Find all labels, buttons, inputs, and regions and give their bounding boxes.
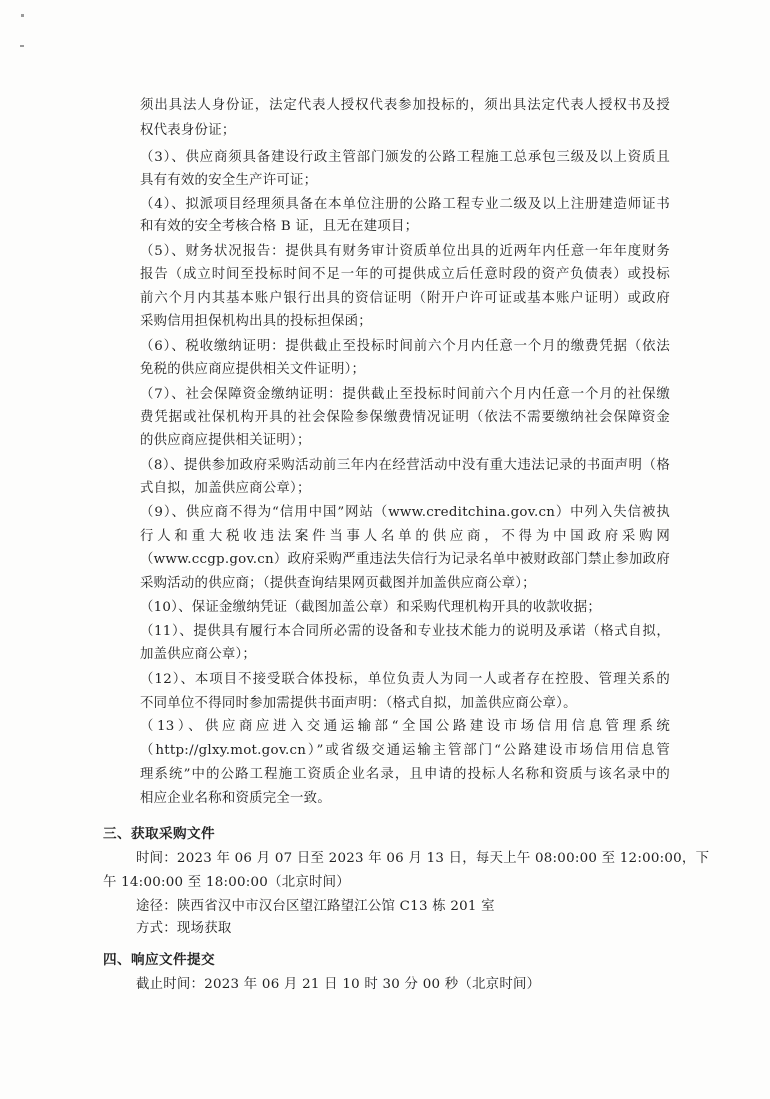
section-heading-4: 四、响应文件提交 [103, 952, 215, 968]
body-line: （5）、财务状况报告：提供具有财务审计资质单位出具的近两年内任意一年年度财务 [140, 244, 670, 259]
body-line: （8）、提供参加政府采购活动前三年内在经营活动中没有重大违法记录的书面声明（格 [140, 458, 670, 473]
acquire-time-line: 午 14:00:00 至 18:00:00（北京时间） [103, 875, 350, 890]
body-line: 须出具法人身份证，法定代表人授权代表参加投标的，须出具法定代表人授权书及授 [140, 98, 670, 113]
body-line: 报告（成立时间至投标时间不足一年的可提供成立后任意时段的资产负债表）或投标 [140, 267, 670, 282]
section-heading-3: 三、获取采购文件 [103, 826, 215, 842]
body-line: 和有效的安全考核合格 B 证，且无在建项目； [140, 219, 419, 234]
body-line: （11）、提供具有履行本合同所必需的设备和专业技术能力的说明及承诺（格式自拟， [140, 624, 670, 639]
body-line: 采购信用担保机构出具的投标担保函； [140, 314, 372, 329]
body-line: （4）、拟派项目经理须具备在本单位注册的公路工程专业二级及以上注册建造师证书 [140, 197, 670, 212]
body-line: 具有有效的安全生产许可证； [140, 173, 318, 188]
body-line: （6）、税收缴纳证明：提供截止至投标时间前六个月内任意一个月的缴费凭据（依法 [140, 339, 670, 354]
body-line: （10）、保证金缴纳凭证（截图加盖公章）和采购代理机构开具的收款收据； [140, 600, 601, 615]
body-line: 式自拟，加盖供应商公章）； [140, 481, 311, 496]
body-line: （www.ccgp.gov.cn）政府采购严重违法失信行为记录名单中被财政部门禁止参加政府 [140, 552, 670, 567]
acquire-time-line: 时间：2023 年 06 月 07 日至 2023 年 06 月 13 日，每天上午 08:00:00 至 12:00:00，下 [136, 851, 710, 866]
body-line: 加盖供应商公章）； [140, 647, 257, 662]
body-line: 行人和重大税收违法案件当事人名单的供应商，不得为中国政府采购网 [140, 529, 670, 544]
body-line: （12）、本项目不接受联合体投标，单位负责人为同一人或者存在控股、管理关系的 [140, 672, 670, 687]
body-line: 权代表身份证； [140, 123, 236, 138]
body-line: 采购活动的供应商；（提供查询结果网页截图并加盖供应商公章）； [140, 576, 536, 591]
body-line: （7）、社会保障资金缴纳证明：提供截止至投标时间前六个月内任意一个月的社保缴 [140, 387, 670, 402]
body-line: 免税的供应商应提供相关文件证明）； [140, 362, 366, 377]
acquire-method: 方式：现场获取 [136, 921, 232, 936]
body-line: 不同单位不得同时参加需提供书面声明：（格式自拟，加盖供应商公章）。 [140, 696, 577, 711]
body-line: 相应企业名称和资质完全一致。 [140, 791, 331, 806]
body-line: （13）、供应商应进入交通运输部“全国公路建设市场信用信息管理系统 [140, 719, 670, 734]
body-line: （3）、供应商须具备建设行政主管部门颁发的公路工程施工总承包三级及以上资质且 [140, 150, 670, 165]
body-line: 费凭据或社保机构开具的社会保险参保缴费情况证明（依法不需要缴纳社会保障资金 [140, 410, 670, 425]
body-line: 前六个月内其基本账户银行出具的资信证明（附开户许可证或基本账户证明）或政府 [140, 291, 670, 306]
body-line: 的供应商应提供相关证明）； [140, 433, 311, 448]
body-line: 理系统”中的公路工程施工资质企业名录，且申请的投标人名称和资质与该名录中的 [140, 767, 670, 782]
body-line: （http://glxy.mot.gov.cn）”或省级交通运输主管部门“公路建设市场信用信息管 [140, 743, 670, 758]
submission-deadline: 截止时间：2023 年 06 月 21 日 10 时 30 分 00 秒（北京时间） [136, 977, 541, 992]
body-line: （9）、供应商不得为“信用中国”网站（www.creditchina.gov.cn）中列入失信被执 [140, 505, 670, 520]
acquire-route: 途径：陕西省汉中市汉台区望江路望江公馆 C13 栋 201 室 [136, 899, 495, 914]
